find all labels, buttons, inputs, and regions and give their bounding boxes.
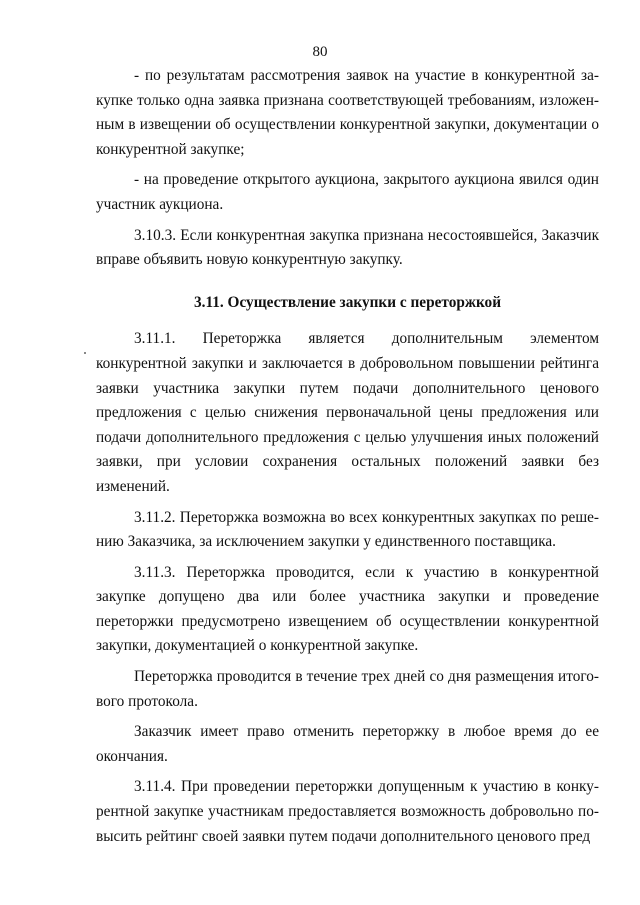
paragraph-3-10-3: 3.10.3. Если конкурентная закупка признана несостоявшейся, Заказчик вправе объявить новую конкурентную закупку. — [96, 226, 599, 269]
page-number: 80 — [312, 44, 328, 60]
paragraph-3-11-2: 3.11.2. Переторжка возможна во всех конкурентных закупках по решению Заказчика, за исключением закупки у единственного поставщика. — [96, 508, 599, 551]
paragraph-rebid-timing: Переторжка проводится в течение трех дней со дня размещения итогового протокола. — [96, 668, 599, 710]
paragraph-rebid-cancel: Заказчик имеет право отменить переторжку в любое время до ее окончания. — [96, 723, 599, 765]
paragraph-bullet-single-application: - по результатам рассмотрения заявок на участие в конкурентной закупке только одна заявка признана соответствующей требованиям, изложенным в извещении об осуществлении конкурентной закупки, документации о конкурентной закупке; — [96, 67, 599, 158]
paragraph-3-11-4: 3.11.4. При проведении переторжки допущенным к участию в конкурентной закупке участникам предоставляется возможность добровольно повысить рейтинг своей заявки путем подачи дополнительного ценового пред — [96, 778, 599, 845]
section-heading: 3.11. Осуществление закупки с переторжкой — [193, 293, 502, 311]
margin-mark — [84, 352, 86, 354]
document-body — [96, 64, 599, 855]
paragraph-3-11-3: 3.11.3. Переторжка проводится, если к участию в конкурентной закупке допущено два или более участника закупки и проведение переторжки предусмотрено извещением об осуществлении конкурентной закупки, документацией о конкурентной закупке. — [96, 563, 599, 655]
paragraph-3-11-1: 3.11.1. Переторжка является дополнительным элементом конкурентной закупки и заключается в добровольном повышении рейтинга заявки участника закупки путем подачи дополнительного ценового предложения с целью снижения первоначальной цены предложения или подачи дополнительного предложения с целью улучшения иных положений заявки, при условии сохранения остальных положений заявки без изменений. — [96, 330, 599, 495]
paragraph-bullet-single-participant: - на проведение открытого аукциона, закрытого аукциона явился один участник аукциона. — [96, 171, 599, 213]
